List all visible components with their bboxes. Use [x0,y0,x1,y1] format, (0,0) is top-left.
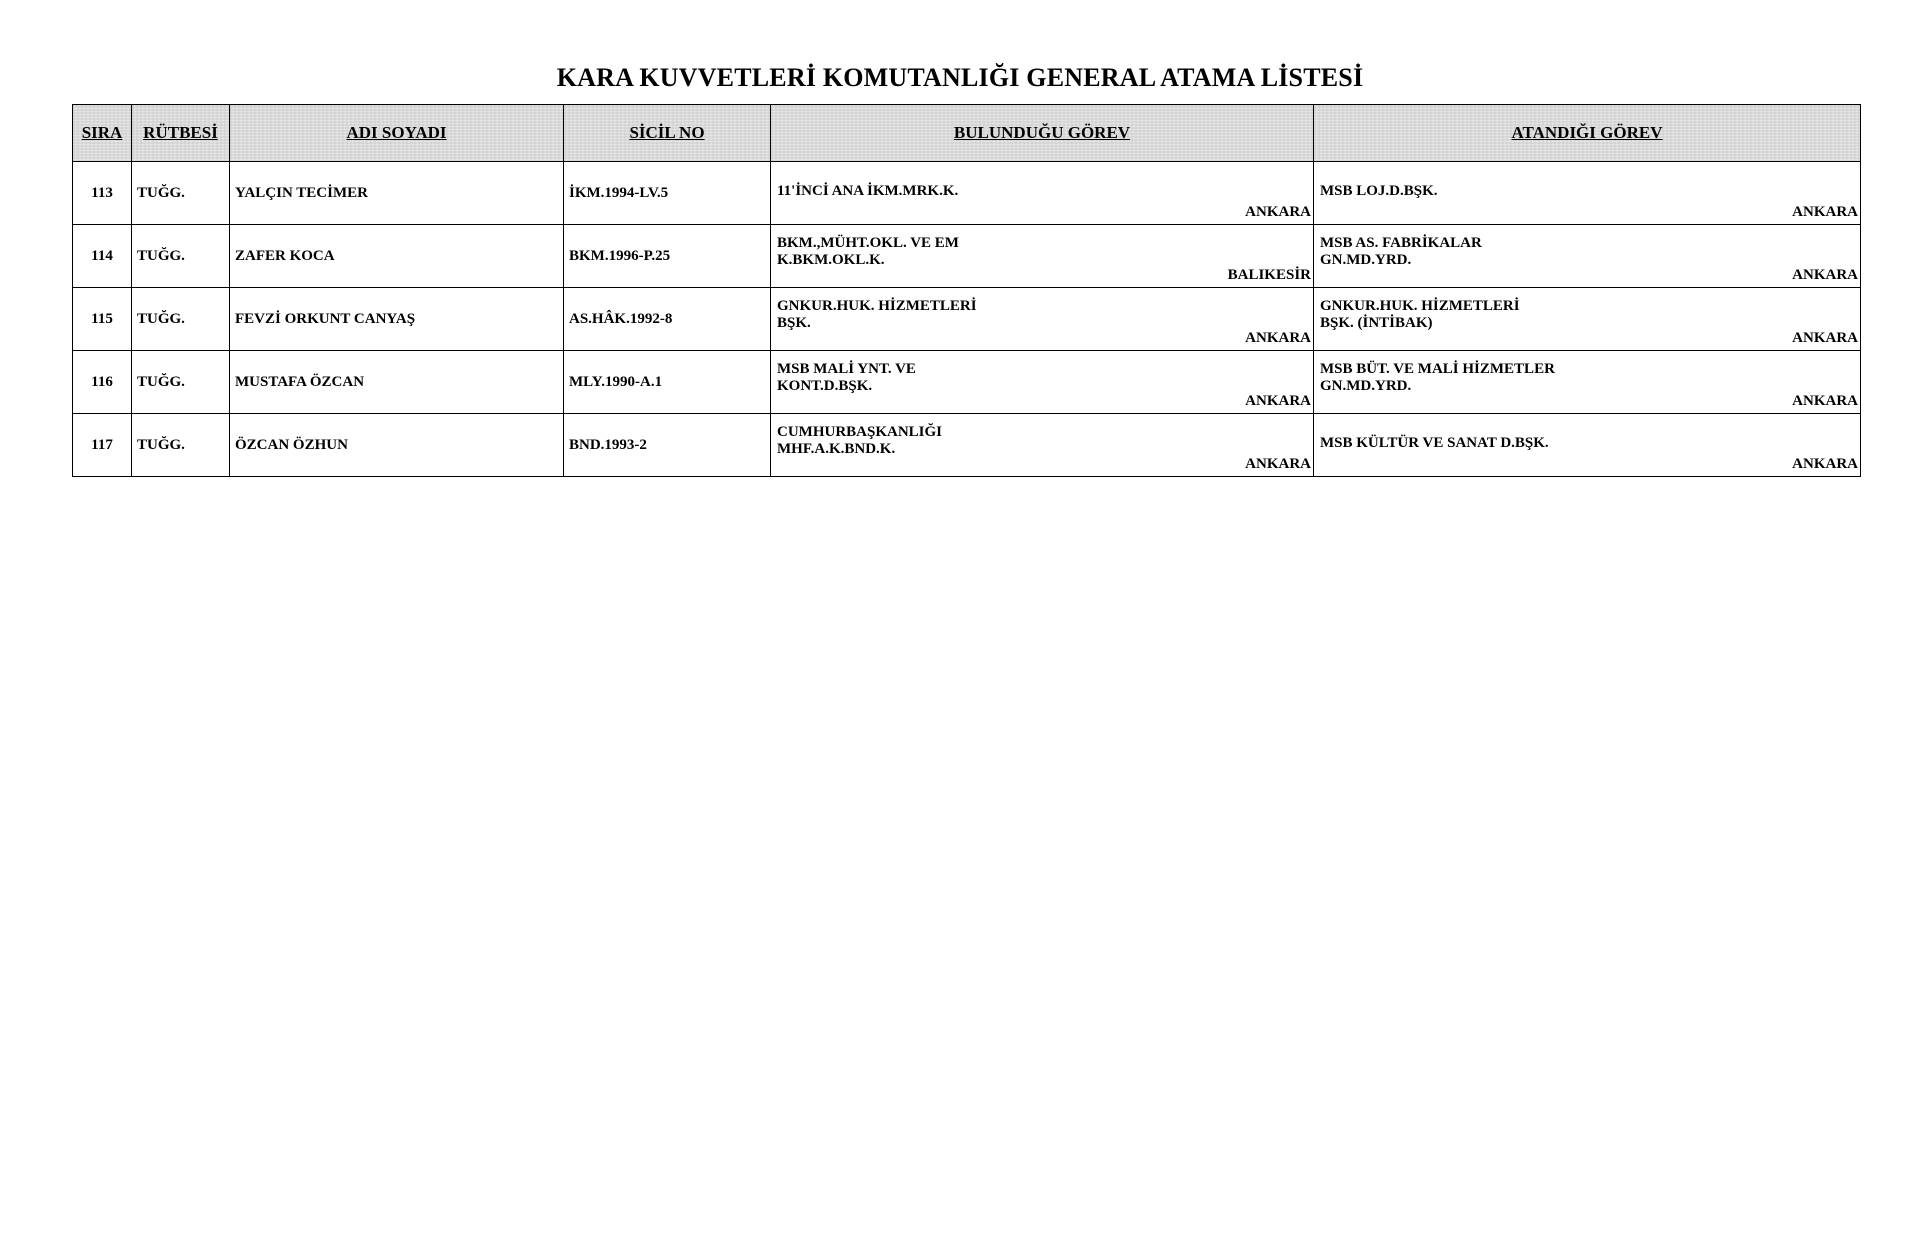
gorev-city: ANKARA [1245,330,1311,346]
cell-ad-soyad: MUSTAFA ÖZCAN [230,351,564,414]
assignment-table [72,104,1861,477]
cell-atandigi-gorev [1314,414,1861,477]
header-bulundugu-gorev: BULUNDUĞU GÖREV [771,105,1314,162]
cell-sira: 114 [73,225,132,288]
gorev-city: BALIKESİR [1227,267,1311,283]
table-row [73,162,1861,225]
gorev-line-2: GN.MD.YRD. [1320,378,1412,394]
gorev-line-2: MHF.A.K.BND.K. [777,441,896,457]
cell-sira: 115 [73,288,132,351]
cell-bulundugu-gorev [771,288,1314,351]
gorev-city: ANKARA [1245,456,1311,472]
gorev-line-1: MSB KÜLTÜR VE SANAT D.BŞK. [1320,435,1549,451]
cell-bulundugu-gorev [771,162,1314,225]
gorev-line-1: MSB LOJ.D.BŞK. [1320,183,1438,199]
cell-rutbe: TUĞG. [132,351,230,414]
gorev-line-1: CUMHURBAŞKANLIĞI [777,424,943,440]
table-body [73,162,1861,477]
gorev-line-2: K.BKM.OKL.K. [777,252,885,268]
cell-ad-soyad: ZAFER KOCA [230,225,564,288]
gorev-city: ANKARA [1245,204,1311,220]
cell-atandigi-gorev [1314,162,1861,225]
table-row [73,288,1861,351]
cell-sicil-no: İKM.1994-LV.5 [564,162,771,225]
cell-bulundugu-gorev [771,225,1314,288]
header-sicil-no: SİCİL NO [564,105,771,162]
header-rutbe: RÜTBESİ [132,105,230,162]
gorev-city: ANKARA [1792,330,1858,346]
cell-sira: 116 [73,351,132,414]
cell-rutbe: TUĞG. [132,414,230,477]
table-row [73,351,1861,414]
gorev-line-1: 11'İNCİ ANA İKM.MRK.K. [777,183,959,199]
header-sira: SIRA [73,105,132,162]
gorev-line-2: KONT.D.BŞK. [777,378,873,394]
gorev-line-1: MSB AS. FABRİKALAR [1320,235,1482,251]
cell-atandigi-gorev [1314,351,1861,414]
cell-sicil-no: AS.HÂK.1992-8 [564,288,771,351]
cell-sicil-no: BND.1993-2 [564,414,771,477]
table-row [73,414,1861,477]
gorev-city: ANKARA [1792,456,1858,472]
gorev-line-1: BKM.,MÜHT.OKL. VE EM [777,235,959,251]
gorev-line-2: GN.MD.YRD. [1320,252,1412,268]
cell-atandigi-gorev [1314,225,1861,288]
gorev-line-2: BŞK. (İNTİBAK) [1320,315,1433,331]
cell-ad-soyad: FEVZİ ORKUNT CANYAŞ [230,288,564,351]
cell-ad-soyad: ÖZCAN ÖZHUN [230,414,564,477]
header-ad-soyad: ADI SOYADI [230,105,564,162]
cell-atandigi-gorev [1314,288,1861,351]
gorev-city: ANKARA [1245,393,1311,409]
cell-bulundugu-gorev [771,351,1314,414]
header-row [73,105,1861,162]
cell-ad-soyad: YALÇIN TECİMER [230,162,564,225]
gorev-city: ANKARA [1792,267,1858,283]
page-title: KARA KUVVETLERİ KOMUTANLIĞI GENERAL ATAMA LİSTESİ [556,63,1364,92]
gorev-line-1: MSB BÜT. VE MALİ HİZMETLER [1320,361,1555,377]
cell-rutbe: TUĞG. [132,225,230,288]
table-header [73,105,1861,162]
gorev-line-1: GNKUR.HUK. HİZMETLERİ [1320,298,1520,314]
table-row [73,225,1861,288]
cell-sira: 113 [73,162,132,225]
gorev-city: ANKARA [1792,393,1858,409]
cell-sicil-no: MLY.1990-A.1 [564,351,771,414]
cell-bulundugu-gorev [771,414,1314,477]
gorev-line-2: BŞK. [777,315,811,331]
cell-rutbe: TUĞG. [132,288,230,351]
header-atandigi-gorev: ATANDIĞI GÖREV [1314,105,1861,162]
cell-sira: 117 [73,414,132,477]
cell-rutbe: TUĞG. [132,162,230,225]
gorev-line-1: GNKUR.HUK. HİZMETLERİ [777,298,977,314]
gorev-line-1: MSB MALİ YNT. VE [777,361,916,377]
cell-sicil-no: BKM.1996-P.25 [564,225,771,288]
gorev-city: ANKARA [1792,204,1858,220]
